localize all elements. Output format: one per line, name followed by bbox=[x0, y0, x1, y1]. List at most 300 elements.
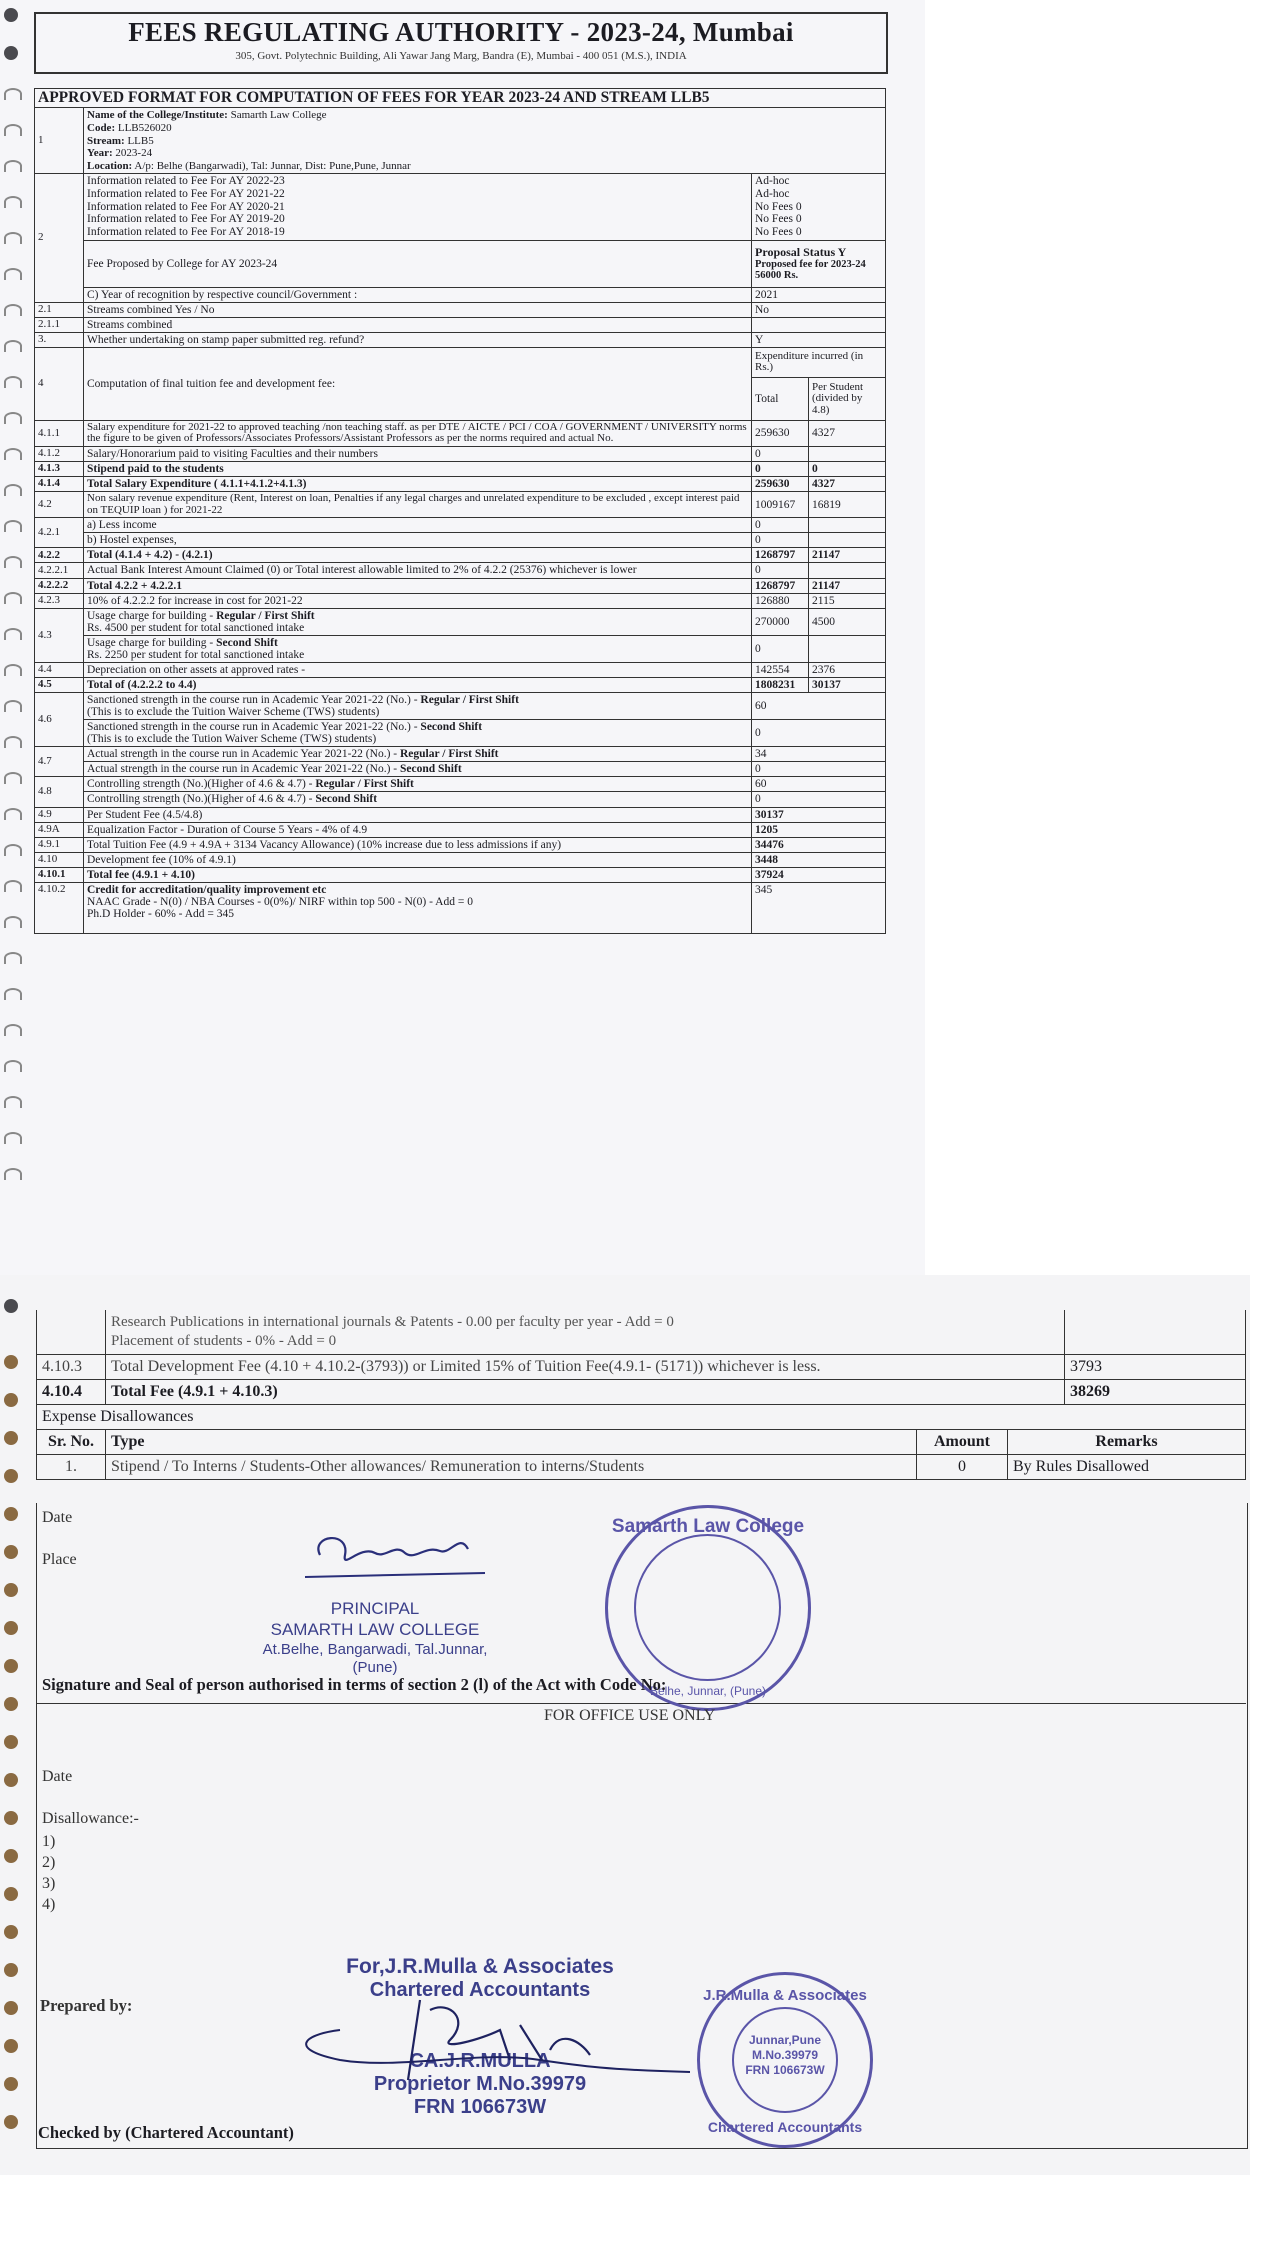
binder-ring bbox=[4, 196, 22, 208]
research-cell bbox=[106, 1310, 1065, 1354]
disallowance-item: 4) bbox=[42, 1896, 56, 1913]
strength-shift: Regular / First Shift bbox=[315, 778, 414, 791]
row-label: Stipend paid to the students bbox=[84, 462, 752, 477]
row-total: 259630 bbox=[752, 477, 809, 492]
date-label-office: Date bbox=[42, 1768, 73, 1785]
principal-stamp bbox=[250, 1598, 500, 1678]
binder-hole bbox=[4, 1545, 18, 1559]
row-per-student: 2115 bbox=[809, 593, 886, 608]
row-label: Salary expenditure for 2021-22 to approved teaching /non teaching staff. as per DTE / AICTE / PCI / COA / GOVERNMENT / UNIVERSITY norms the figure to be given of Professors/Associates Professors/Assistant Professors as per the norms required and actual No. bbox=[84, 420, 752, 446]
row-value: 38269 bbox=[1065, 1379, 1246, 1404]
row-total: 0 bbox=[752, 447, 809, 462]
info-value: No Fees 0 bbox=[755, 226, 802, 239]
row-value: 0 bbox=[752, 762, 886, 777]
info-value: Ad-hoc bbox=[755, 188, 790, 201]
row-label bbox=[84, 747, 752, 762]
ca-seal bbox=[697, 1972, 873, 2148]
row-number: 2.1.1 bbox=[35, 317, 84, 332]
row-number: 4 bbox=[35, 347, 84, 420]
binder-hole bbox=[4, 1659, 18, 1673]
table-row bbox=[35, 533, 886, 548]
binder-ring bbox=[4, 664, 22, 676]
disallowance-item: 1) bbox=[42, 1833, 56, 1850]
remarks-header: Remarks bbox=[1008, 1429, 1246, 1454]
row-total: 270000 bbox=[752, 608, 809, 635]
binder-ring bbox=[4, 556, 22, 568]
row-number: 4.1.1 bbox=[35, 420, 84, 446]
row-total: 142554 bbox=[752, 662, 809, 677]
page-one bbox=[0, 0, 925, 1275]
binder-hole bbox=[4, 1583, 18, 1597]
year-label: Year: bbox=[87, 147, 113, 160]
binder-hole bbox=[4, 2077, 18, 2091]
binder-ring bbox=[4, 124, 22, 136]
row-total: 0 bbox=[752, 462, 809, 477]
binder-hole bbox=[4, 1849, 18, 1863]
binder-ring bbox=[4, 268, 22, 280]
row-number: 4.6 bbox=[35, 693, 84, 747]
authority-header bbox=[34, 12, 888, 74]
table-row bbox=[35, 477, 886, 492]
binder-ring bbox=[4, 628, 22, 640]
stream-label: Stream: bbox=[87, 134, 125, 147]
binder-hole bbox=[4, 2001, 18, 2015]
binder-hole bbox=[4, 1469, 18, 1483]
table-row bbox=[35, 635, 886, 662]
usage-shift: Second Shift bbox=[216, 636, 278, 649]
row-total: 1808231 bbox=[752, 677, 809, 692]
section-divider bbox=[36, 1703, 1246, 1704]
row-label: Streams combined bbox=[84, 317, 752, 332]
binder-ring bbox=[4, 484, 22, 496]
sr-cell: 1. bbox=[37, 1454, 106, 1479]
row-value: 0 bbox=[752, 720, 886, 747]
binder-hole bbox=[4, 1355, 18, 1369]
table-row bbox=[35, 882, 886, 933]
row-per-student bbox=[809, 447, 886, 462]
usage-shift: Regular / First Shift bbox=[216, 609, 315, 622]
row-value: 30137 bbox=[752, 807, 886, 822]
binder-holes bbox=[0, 1275, 24, 2175]
row-per-student: 4327 bbox=[809, 420, 886, 446]
row-per-student: 16819 bbox=[809, 492, 886, 518]
binder-ring bbox=[4, 1096, 22, 1108]
row-total: 259630 bbox=[752, 420, 809, 446]
page-gap bbox=[925, 0, 1280, 1275]
row-label: Non salary revenue expenditure (Rent, Interest on loan, Penalties if any legal charges and unrelated expenditure to be excluded , except interest paid on TEQUIP loan ) for 2021-22 bbox=[84, 492, 752, 518]
table-row bbox=[35, 593, 886, 608]
row-number: 2 bbox=[35, 174, 84, 302]
row-value: 1205 bbox=[752, 822, 886, 837]
info-label: Information related to Fee For AY 2018-19 bbox=[87, 226, 285, 239]
row-value: 345 bbox=[752, 882, 886, 933]
credit-line: Ph.D Holder - 60% - Add = 345 bbox=[87, 907, 235, 920]
row-value: Y bbox=[752, 332, 886, 347]
row-label: Actual Bank Interest Amount Claimed (0) or Total interest allowable limited to 2% of 4.2.2 (25376) whichever is lower bbox=[84, 563, 752, 578]
binder-ring bbox=[4, 160, 22, 172]
stream-value: LLB5 bbox=[127, 134, 154, 147]
table-row bbox=[35, 677, 886, 692]
row-label: Total Fee (4.9.1 + 4.10.3) bbox=[106, 1379, 1065, 1404]
row-label: Total Salary Expenditure ( 4.1.1+4.1.2+4.1.3) bbox=[84, 477, 752, 492]
strength-shift: Second Shift bbox=[315, 793, 378, 806]
table-row bbox=[35, 762, 886, 777]
binder-hole bbox=[4, 46, 18, 60]
table-row bbox=[35, 822, 886, 837]
row-label: Whether undertaking on stamp paper submitted reg. refund? bbox=[84, 332, 752, 347]
row-label bbox=[84, 792, 752, 807]
row-number: 4.1.3 bbox=[35, 462, 84, 477]
fee-computation-table bbox=[34, 88, 886, 934]
usage-sub: Rs. 4500 per student for total sanctioned intake bbox=[87, 621, 305, 634]
row-label: Streams combined Yes / No bbox=[84, 302, 752, 317]
row-number: 4.10 bbox=[35, 852, 84, 867]
row-value: 3448 bbox=[752, 852, 886, 867]
ca-seal-ring-bottom: Chartered Accountants bbox=[707, 2119, 863, 2135]
row-number: 4.2.3 bbox=[35, 593, 84, 608]
usage-sub: Rs. 2250 per student for total sanctioned intake bbox=[87, 648, 305, 661]
strength-label: Actual strength in the course run in Academic Year 2021-22 (No.) - bbox=[87, 748, 398, 761]
row-total: 1268797 bbox=[752, 578, 809, 593]
row-value: 0 bbox=[752, 792, 886, 807]
expenditure-header: Expenditure incurred (in Rs.) bbox=[752, 347, 886, 377]
table-row bbox=[35, 867, 886, 882]
table-row bbox=[35, 747, 886, 762]
proposed-fee: 56000 Rs. bbox=[755, 269, 799, 281]
usage-label: Usage charge for building - bbox=[87, 636, 214, 649]
row-total: 126880 bbox=[752, 593, 809, 608]
row-number: 4.9.1 bbox=[35, 837, 84, 852]
table-row bbox=[35, 777, 886, 792]
principal-line: SAMARTH LAW COLLEGE bbox=[270, 1620, 480, 1640]
recognition-value: 2021 bbox=[752, 287, 886, 302]
table-row bbox=[37, 1379, 1246, 1404]
row-label bbox=[84, 882, 752, 933]
binder-ring bbox=[4, 1060, 22, 1072]
placement-line: Placement of students - 0% - Add = 0 bbox=[111, 1332, 337, 1349]
row-total: 0 bbox=[752, 518, 809, 533]
seal-small-text: Belhe, Junnar, (Pune) bbox=[649, 1684, 767, 1698]
row-number: 4.3 bbox=[35, 608, 84, 662]
row-label: 10% of 4.2.2.2 for increase in cost for 2021-22 bbox=[84, 593, 752, 608]
computation-head-row bbox=[35, 347, 886, 377]
proposal-label: Fee Proposed by College for AY 2023-24 bbox=[84, 240, 752, 287]
row-label: Total Tuition Fee (4.9 + 4.9A + 3134 Vacancy Allowance) (10% increase due to less admissions if any) bbox=[84, 837, 752, 852]
binder-ring bbox=[4, 880, 22, 892]
row-number: 4.9 bbox=[35, 807, 84, 822]
authority-address: 305, Govt. Polytechnic Building, Ali Yawar Jang Marg, Bandra (E), Mumbai - 400 051 (M.S.), INDIA bbox=[235, 50, 687, 62]
computation-label: Computation of final tuition fee and development fee: bbox=[84, 347, 752, 420]
row-label: Development fee (10% of 4.9.1) bbox=[84, 852, 752, 867]
form-title-row bbox=[35, 89, 886, 108]
table-row bbox=[35, 578, 886, 593]
strength-label: Controlling strength (No.)(Higher of 4.6 & 4.7) - bbox=[87, 778, 313, 791]
binder-hole bbox=[4, 1887, 18, 1901]
row-number: 4.2.2 bbox=[35, 548, 84, 563]
principal-line: At.Belhe, Bangarwadi, Tal.Junnar, (Pune) bbox=[262, 1640, 488, 1677]
strength-sub: (This is to exclude the Tuition Waiver Scheme (TWS) students) bbox=[87, 706, 380, 719]
recognition-label: C) Year of recognition by respective council/Government : bbox=[84, 287, 752, 302]
row-label bbox=[84, 635, 752, 662]
development-fee-table bbox=[36, 1310, 1246, 1480]
recognition-row bbox=[35, 287, 886, 302]
row-number: 4.2.2.2 bbox=[35, 578, 84, 593]
table-row bbox=[35, 332, 886, 347]
row-per-student: 30137 bbox=[809, 677, 886, 692]
binder-ring bbox=[4, 808, 22, 820]
row-number: 4.8 bbox=[35, 777, 84, 807]
row-label: Salary/Honorarium paid to visiting Faculties and their numbers bbox=[84, 447, 752, 462]
total-header: Total bbox=[752, 377, 809, 420]
binder-ring bbox=[4, 304, 22, 316]
binder-hole bbox=[4, 1925, 18, 1939]
row-number: 4.10.4 bbox=[37, 1379, 106, 1404]
row-number: 4.2.1 bbox=[35, 518, 84, 548]
date-label: Date bbox=[42, 1509, 73, 1526]
sr-header: Sr. No. bbox=[37, 1429, 106, 1454]
binder-ring bbox=[4, 844, 22, 856]
binder-ring bbox=[4, 412, 22, 424]
amount-header: Amount bbox=[917, 1429, 1008, 1454]
row-total: 1009167 bbox=[752, 492, 809, 518]
table-row bbox=[35, 563, 886, 578]
binder-ring bbox=[4, 592, 22, 604]
form-title: APPROVED FORMAT FOR COMPUTATION OF FEES FOR YEAR 2023-24 AND STREAM LLB5 bbox=[35, 89, 886, 108]
binder-hole bbox=[4, 2115, 18, 2129]
table-row bbox=[35, 447, 886, 462]
strength-label: Actual strength in the course run in Academic Year 2021-22 (No.) - bbox=[87, 763, 398, 776]
table-row bbox=[35, 792, 886, 807]
row-per-student: 21147 bbox=[809, 548, 886, 563]
row-value: 60 bbox=[752, 693, 886, 720]
table-row bbox=[35, 852, 886, 867]
binder-hole bbox=[4, 1773, 18, 1787]
research-line: Research Publications in international journals & Patents - 0.00 per faculty per year - Add = 0 bbox=[111, 1314, 674, 1330]
row-per-student: 4500 bbox=[809, 608, 886, 635]
table-row bbox=[35, 420, 886, 446]
ca-seal-line: FRN 106673W bbox=[745, 2063, 825, 2077]
row-number: 4.10.3 bbox=[37, 1354, 106, 1379]
proposal-row bbox=[35, 240, 886, 287]
disallowance-header-row bbox=[37, 1429, 1246, 1454]
row-label: Total Development Fee (4.10 + 4.10.2-(3793)) or Limited 15% of Tuition Fee(4.9.1- (5171)) whichever is less. bbox=[106, 1354, 1065, 1379]
disallowance-item: 2) bbox=[42, 1854, 56, 1871]
row-number: 4.1.2 bbox=[35, 447, 84, 462]
row-label bbox=[84, 762, 752, 777]
binder-ring bbox=[4, 1132, 22, 1144]
binder-ring bbox=[4, 1168, 22, 1180]
row-value: 3793 bbox=[1065, 1354, 1246, 1379]
binder-ring bbox=[4, 772, 22, 784]
research-row bbox=[37, 1310, 1246, 1354]
info-label: Information related to Fee For AY 2019-20 bbox=[87, 213, 285, 226]
row-value: 34476 bbox=[752, 837, 886, 852]
row-number: 1 bbox=[35, 108, 84, 174]
table-row bbox=[35, 302, 886, 317]
table-row bbox=[35, 548, 886, 563]
ca-seal-ring: J.R.Mulla & Associates bbox=[703, 1987, 867, 2004]
office-use-label: FOR OFFICE USE ONLY bbox=[544, 1707, 716, 1724]
ca-stamp-line: FRN 106673W bbox=[413, 2096, 547, 2119]
info-label: Information related to Fee For AY 2021-22 bbox=[87, 188, 285, 201]
row-value: 37924 bbox=[752, 867, 886, 882]
row-number: 4.1.4 bbox=[35, 477, 84, 492]
strength-shift: Regular / First Shift bbox=[420, 694, 519, 707]
row-value: No bbox=[752, 302, 886, 317]
row-total: 0 bbox=[752, 563, 809, 578]
principal-signature bbox=[300, 1525, 500, 1595]
strength-label: Sanctioned strength in the course run in Academic Year 2021-22 (No.) - bbox=[87, 721, 418, 734]
binder-ring bbox=[4, 448, 22, 460]
strength-label: Sanctioned strength in the course run in Academic Year 2021-22 (No.) - bbox=[87, 694, 418, 707]
seal-inner-ring bbox=[634, 1534, 781, 1681]
signature-line: Signature and Seal of person authorised in terms of section 2 (l) of the Act with Code No: bbox=[42, 1675, 667, 1694]
row-number: 3. bbox=[35, 332, 84, 347]
table-row bbox=[35, 608, 886, 635]
ca-stamp-line: Proprietor M.No.39979 bbox=[373, 2073, 587, 2096]
ca-stamp-line: CA.J.R.MULLA bbox=[409, 2050, 551, 2073]
row-label: a) Less income bbox=[84, 518, 752, 533]
binder-hole bbox=[4, 2039, 18, 2053]
table-row bbox=[35, 720, 886, 747]
disallowance-title-row bbox=[37, 1404, 1246, 1429]
binder-ring bbox=[4, 88, 22, 100]
row-number: 4.2.2.1 bbox=[35, 563, 84, 578]
binder-ring bbox=[4, 952, 22, 964]
usage-label: Usage charge for building - bbox=[87, 609, 214, 622]
row-label: Total (4.1.4 + 4.2) - (4.2.1) bbox=[84, 548, 752, 563]
binder-hole bbox=[4, 1621, 18, 1635]
row-per-student: 21147 bbox=[809, 578, 886, 593]
location-label: Location: bbox=[87, 159, 133, 172]
row-value bbox=[752, 317, 886, 332]
row-per-student: 2376 bbox=[809, 662, 886, 677]
previous-fee-values bbox=[752, 174, 886, 240]
table-row bbox=[35, 492, 886, 518]
remarks-cell: By Rules Disallowed bbox=[1008, 1454, 1246, 1479]
previous-fee-labels bbox=[84, 174, 752, 240]
row-label: Depreciation on other assets at approved rates - bbox=[84, 662, 752, 677]
info-value: No Fees 0 bbox=[755, 213, 802, 226]
previous-fee-info-row bbox=[35, 174, 886, 240]
table-row bbox=[37, 1454, 1246, 1479]
ca-seal-center bbox=[700, 2033, 870, 2078]
binder-ring bbox=[4, 376, 22, 388]
place-label: Place bbox=[42, 1551, 77, 1568]
binder-ring bbox=[4, 340, 22, 352]
row-number: 4.9A bbox=[35, 822, 84, 837]
table-row bbox=[35, 662, 886, 677]
year-value: 2023-24 bbox=[115, 147, 153, 160]
row-label: Total of (4.2.2.2 to 4.4) bbox=[84, 677, 752, 692]
binder-hole bbox=[4, 1811, 18, 1825]
row-number: 4.7 bbox=[35, 747, 84, 777]
table-row bbox=[35, 462, 886, 477]
binder-ring bbox=[4, 736, 22, 748]
table-row bbox=[35, 693, 886, 720]
disallowance-list bbox=[42, 1831, 55, 1915]
type-cell: Stipend / To Interns / Students-Other allowances/ Remuneration to interns/Students bbox=[106, 1454, 917, 1479]
binder-ring bbox=[4, 700, 22, 712]
row-number: 4.2 bbox=[35, 492, 84, 518]
disallowance-item: 3) bbox=[42, 1875, 56, 1892]
row-label: Total 4.2.2 + 4.2.2.1 bbox=[84, 578, 752, 593]
binder-ring bbox=[4, 520, 22, 532]
row-label bbox=[84, 777, 752, 792]
amount-cell: 0 bbox=[917, 1454, 1008, 1479]
binder-ring bbox=[4, 232, 22, 244]
college-name: Samarth Law College bbox=[230, 109, 327, 122]
binder-ring bbox=[4, 988, 22, 1000]
row-number: 2.1 bbox=[35, 302, 84, 317]
binder-ring bbox=[4, 916, 22, 928]
row-per-student bbox=[809, 563, 886, 578]
strength-sub: (This is to exclude the Tution Waiver Scheme (TWS) students) bbox=[87, 733, 377, 746]
ca-seal-line: Junnar,Pune bbox=[748, 2033, 822, 2047]
row-number: 4.10.1 bbox=[35, 867, 84, 882]
binder-hole bbox=[4, 1299, 18, 1313]
type-header: Type bbox=[106, 1429, 917, 1454]
binder-hole bbox=[4, 1431, 18, 1445]
college-code: LLB526020 bbox=[117, 121, 172, 134]
row-total: 1268797 bbox=[752, 548, 809, 563]
row-label: Equalization Factor - Duration of Course 5 Years - 4% of 4.9 bbox=[84, 822, 752, 837]
row-total: 0 bbox=[752, 533, 809, 548]
row-value: 60 bbox=[752, 777, 886, 792]
row-number: 4.4 bbox=[35, 662, 84, 677]
table-row bbox=[35, 317, 886, 332]
location-value: A/p: Belhe (Bangarwadi), Tal: Junnar, Dist: Pune,Pune, Junnar bbox=[134, 159, 411, 172]
ca-signature bbox=[280, 1990, 720, 2100]
info-value: No Fees 0 bbox=[755, 200, 802, 213]
binder-hole bbox=[4, 1963, 18, 1977]
table-row bbox=[35, 807, 886, 822]
row-label: Total fee (4.9.1 + 4.10) bbox=[84, 867, 752, 882]
ca-seal-line: M.No.39979 bbox=[751, 2048, 819, 2062]
proposal-cell bbox=[752, 240, 886, 287]
college-name-label: Name of the College/Institute: bbox=[87, 109, 228, 122]
row-label bbox=[84, 720, 752, 747]
proposal-status: Proposal Status Y bbox=[755, 245, 847, 260]
disallowance-label: Disallowance:- bbox=[42, 1810, 139, 1827]
info-label: Information related to Fee For AY 2020-21 bbox=[87, 200, 285, 213]
info-label: Information related to Fee For AY 2022-23 bbox=[87, 175, 285, 188]
ca-stamp-line: For,J.R.Mulla & Associates bbox=[346, 1955, 614, 1978]
row-number: 4.5 bbox=[35, 677, 84, 692]
credit-line: NAAC Grade - N(0) / NBA Courses - 0(0%)/ NIRF within top 500 - N(0) - Add = 0 bbox=[87, 895, 473, 908]
college-details bbox=[84, 108, 886, 174]
row-total: 0 bbox=[752, 635, 809, 662]
row-value: 34 bbox=[752, 747, 886, 762]
authority-title: FEES REGULATING AUTHORITY - 2023-24, Mumbai bbox=[128, 17, 794, 47]
binder-ring bbox=[4, 1024, 22, 1036]
row-label: b) Hostel expenses, bbox=[84, 533, 752, 548]
row-per-student: 4327 bbox=[809, 477, 886, 492]
binder-hole bbox=[4, 1507, 18, 1521]
seal-ring-text: Samarth Law College bbox=[611, 1516, 805, 1537]
binder-holes bbox=[0, 0, 24, 1275]
credit-label: Credit for accreditation/quality improvement etc bbox=[87, 883, 327, 896]
binder-hole bbox=[4, 1697, 18, 1711]
row-label bbox=[84, 693, 752, 720]
checked-by-label: Checked by (Chartered Accountant) bbox=[38, 2123, 294, 2142]
strength-shift: Second Shift bbox=[420, 721, 483, 734]
binder-hole bbox=[4, 8, 18, 22]
prepared-by-label: Prepared by: bbox=[40, 1996, 133, 2015]
strength-shift: Second Shift bbox=[399, 763, 462, 776]
table-row bbox=[35, 837, 886, 852]
college-code-label: Code: bbox=[87, 121, 116, 134]
